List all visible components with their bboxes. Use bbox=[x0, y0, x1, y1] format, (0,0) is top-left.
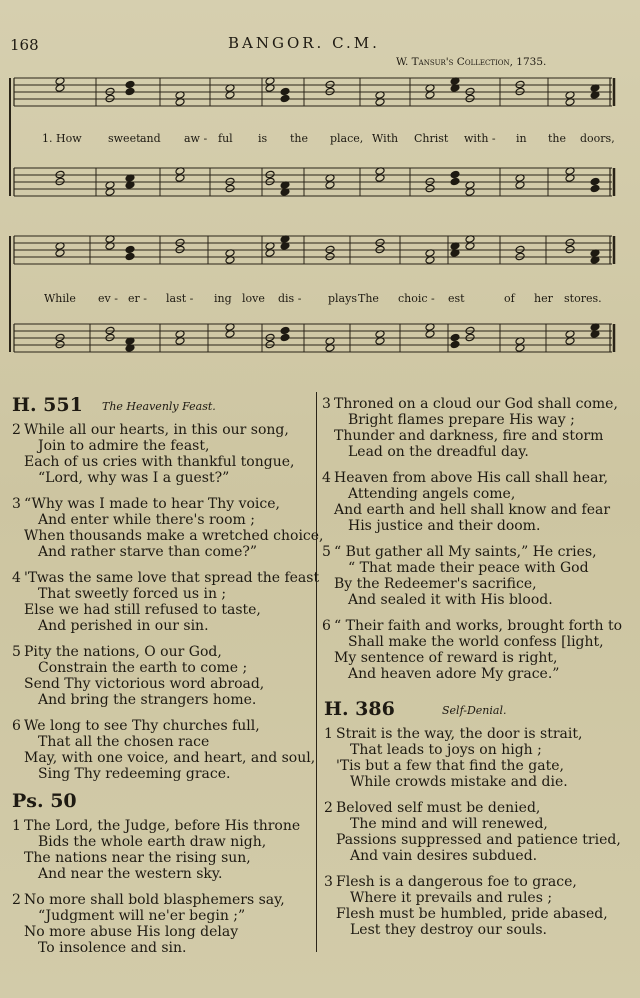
lyric-syllable: Christ bbox=[414, 132, 449, 145]
lyric-syllable: the bbox=[548, 132, 567, 145]
stanza-number: 2 bbox=[324, 800, 333, 816]
lyric-syllable: With bbox=[372, 132, 399, 145]
verse-line: Where it prevails and rules ; bbox=[350, 890, 553, 906]
note-head bbox=[450, 333, 460, 342]
lyric-syllable: er - bbox=[128, 292, 147, 305]
verse-line: Throned on a cloud our God shall come, bbox=[334, 396, 618, 412]
tune-attribution: W. Tansur's Collection, 1735. bbox=[396, 56, 547, 68]
stanza-number: 5 bbox=[322, 544, 331, 560]
lyric-syllable: with - bbox=[464, 132, 496, 145]
note-head bbox=[125, 80, 135, 89]
stanza-number: 6 bbox=[322, 618, 331, 634]
lyric-syllable: choic - bbox=[398, 292, 435, 305]
note-head bbox=[280, 87, 290, 96]
verse-line: Lead on the dreadful day. bbox=[348, 444, 529, 460]
lyric-syllable: dis - bbox=[278, 292, 302, 305]
verse-line: My sentence of reward is right, bbox=[334, 650, 558, 666]
verse-line: Passions suppressed and patience tried, bbox=[336, 832, 621, 848]
verse-line: Pity the nations, O our God, bbox=[24, 644, 222, 660]
verse-line: And near the western sky. bbox=[38, 866, 223, 882]
lyric-syllable: sweet bbox=[108, 132, 141, 145]
lyric-syllable: ing bbox=[214, 292, 232, 305]
lyric-syllable: est bbox=[448, 292, 465, 305]
lyric-syllable: The bbox=[358, 292, 379, 305]
stanza-number: 3 bbox=[12, 496, 21, 512]
stanza-number: 6 bbox=[12, 718, 21, 734]
verse-line: While crowds mistake and die. bbox=[350, 774, 568, 790]
verse-line: “Judgment will ne'er begin ;” bbox=[38, 908, 246, 924]
lyric-syllable: ful bbox=[218, 132, 233, 145]
note-head bbox=[590, 184, 600, 193]
verse-line: And heaven adore My grace.” bbox=[348, 666, 560, 682]
music-score bbox=[0, 0, 640, 370]
stanza-number: 1 bbox=[12, 818, 21, 834]
verse-line: Join to admire the feast, bbox=[38, 438, 210, 454]
stanza-number: 4 bbox=[322, 470, 331, 486]
hymn-subtitle: Self-Denial. bbox=[442, 704, 507, 717]
lyric-syllable: place, bbox=[330, 132, 364, 145]
hymn-number: H. 386 bbox=[324, 698, 395, 720]
lyric-syllable: plays bbox=[328, 292, 357, 305]
note-head bbox=[450, 170, 460, 179]
verse-line: Else we had still refused to taste, bbox=[24, 602, 261, 618]
note-head bbox=[450, 340, 460, 349]
verse-line: No more abuse His long delay bbox=[24, 924, 239, 940]
verse-line: Strait is the way, the door is strait, bbox=[336, 726, 583, 742]
lyric-syllable: 1. How bbox=[42, 132, 82, 145]
note-head bbox=[590, 177, 600, 186]
lyric-syllable: doors, bbox=[580, 132, 615, 145]
verse-line: And bring the strangers home. bbox=[38, 692, 257, 708]
lyric-syllable: ev - bbox=[98, 292, 118, 305]
column-divider bbox=[316, 392, 317, 952]
verse-line: And earth and hell shall know and fear bbox=[334, 502, 611, 518]
verse-line: Heaven from above His call shall hear, bbox=[334, 470, 609, 486]
lyric-syllable: last - bbox=[166, 292, 194, 305]
note-head bbox=[125, 245, 135, 254]
staff bbox=[14, 168, 614, 196]
stanza-number: 3 bbox=[322, 396, 331, 412]
verse-line: Send Thy victorious word abroad, bbox=[24, 676, 265, 692]
verse-line: While all our hearts, in this our song, bbox=[24, 422, 289, 438]
hymn-number: H. 551 bbox=[12, 394, 83, 416]
verse-line: His justice and their doom. bbox=[348, 518, 541, 534]
verse-line: Constrain the earth to come ; bbox=[38, 660, 248, 676]
verse-line: No more shall bold blasphemers say, bbox=[24, 892, 285, 908]
stanza-number: 5 bbox=[12, 644, 21, 660]
verse-line: Beloved self must be denied, bbox=[336, 800, 541, 816]
verse-line: Flesh must be humbled, pride abased, bbox=[336, 906, 608, 922]
note-head bbox=[125, 252, 135, 261]
verse-line: The Lord, the Judge, before His throne bbox=[24, 818, 301, 834]
note-head bbox=[280, 333, 290, 342]
verse-line: And vain desires subdued. bbox=[350, 848, 538, 864]
verse-line: Each of us cries with thankful tongue, bbox=[24, 454, 295, 470]
verse-line: And enter while there's room ; bbox=[38, 512, 255, 528]
verse-line: The mind and will renewed, bbox=[350, 816, 548, 832]
note-head bbox=[125, 87, 135, 96]
verse-line: “Lord, why was I a guest?” bbox=[38, 470, 230, 486]
stanza-number: 2 bbox=[12, 422, 21, 438]
verse-line: The nations near the rising sun, bbox=[24, 850, 251, 866]
note-head bbox=[280, 94, 290, 103]
hymn-number: Ps. 50 bbox=[12, 790, 77, 812]
verse-line: We long to see Thy churches full, bbox=[24, 718, 260, 734]
verse-line: 'Twas the same love that spread the feast bbox=[24, 570, 320, 586]
lyric-syllable: love bbox=[242, 292, 265, 305]
verse-line: Shall make the world confess [light, bbox=[348, 634, 604, 650]
tune-title: BANGOR. C.M. bbox=[228, 34, 380, 52]
lyric-syllable: of bbox=[504, 292, 515, 305]
lyric-syllable: in bbox=[516, 132, 527, 145]
lyric-syllable: aw - bbox=[184, 132, 208, 145]
verse-line: “ Their faith and works, brought forth to bbox=[334, 618, 623, 634]
verse-line: “ But gather all My saints,” He cries, bbox=[334, 544, 597, 560]
stanza-number: 3 bbox=[324, 874, 333, 890]
hymn-subtitle: The Heavenly Feast. bbox=[102, 400, 216, 413]
verse-line: Bright flames prepare His way ; bbox=[348, 412, 575, 428]
verse-line: Bids the whole earth draw nigh, bbox=[38, 834, 267, 850]
lyric-syllable: her bbox=[534, 292, 553, 305]
verse-line: By the Redeemer's sacrifice, bbox=[334, 576, 537, 592]
verse-line: 'Tis but a few that find the gate, bbox=[336, 758, 564, 774]
lyric-syllable: stores. bbox=[564, 292, 602, 305]
page-number: 168 bbox=[10, 36, 39, 54]
verse-line: Flesh is a dangerous foe to grace, bbox=[336, 874, 577, 890]
stanza-number: 4 bbox=[12, 570, 21, 586]
verse-line: And rather starve than come?” bbox=[38, 544, 258, 560]
verse-line: Sing Thy redeeming grace. bbox=[38, 766, 231, 782]
verse-line: And perished in our sin. bbox=[38, 618, 209, 634]
lyric-syllable: is bbox=[258, 132, 268, 145]
note-head bbox=[280, 326, 290, 335]
verse-line: That leads to joys on high ; bbox=[350, 742, 542, 758]
verse-line: May, with one voice, and heart, and soul, bbox=[24, 750, 316, 766]
stanza-number: 2 bbox=[12, 892, 21, 908]
lyric-syllable: the bbox=[290, 132, 309, 145]
verse-line: To insolence and sin. bbox=[38, 940, 187, 956]
verse-line: “ That made their peace with God bbox=[348, 560, 589, 576]
verse-line: Attending angels come, bbox=[348, 486, 516, 502]
lyric-syllable: and bbox=[140, 132, 161, 145]
verse-line: “Why was I made to hear Thy voice, bbox=[24, 496, 280, 512]
verse-line: Thunder and darkness, fire and storm bbox=[334, 428, 604, 444]
note-head bbox=[450, 177, 460, 186]
verse-line: Lest they destroy our souls. bbox=[350, 922, 547, 938]
lyric-syllable: While bbox=[44, 292, 76, 305]
verse-line: When thousands make a wretched choice, bbox=[24, 528, 324, 544]
verse-line: And sealed it with His blood. bbox=[348, 592, 553, 608]
verse-line: That all the chosen race bbox=[38, 734, 210, 750]
verse-line: That sweetly forced us in ; bbox=[38, 586, 227, 602]
stanza-number: 1 bbox=[324, 726, 333, 742]
